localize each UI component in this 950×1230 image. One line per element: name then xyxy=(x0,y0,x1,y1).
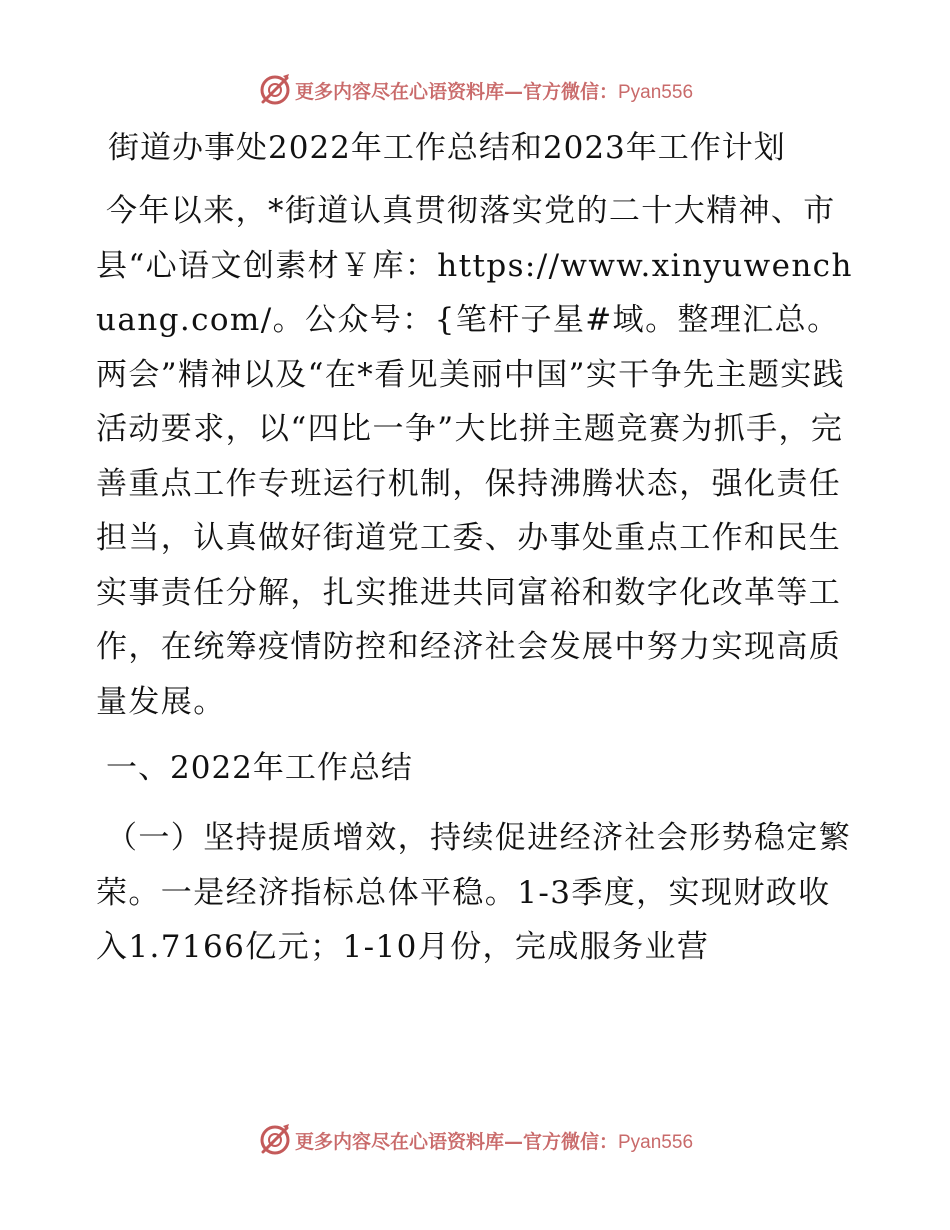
document-title: 街道办事处2022年工作总结和2023年工作计划 xyxy=(108,130,786,166)
section-paragraph: （一）坚持提质增效，持续促进经济社会形势稳定繁荣。一是经济指标总体平稳。1-3季度，实现财政收入1.7166亿元；1-10月份，完成服务业营 xyxy=(96,820,852,965)
logo-icon xyxy=(257,1122,293,1158)
watermark-account: Pyan556 xyxy=(618,81,694,103)
intro-paragraph: 今年以来，*街道认真贯彻落实党的二十大精神、市县“心语文创素材￥库：https://www.xinyuwenchuang.com/。公众号：{笔杆子星#域。整理汇总。两会”精神以及“在*看见美丽中国”实干争先主题实践活动要求，以“四比一争”大比拼主题竞赛为抓手，完善重点工作专班运行机制，保持沸腾状态，强化责任担当，认真做好街道党工委、办事处重点工作和民生实事责任分解，扎实推进共同富裕和数字化改革等工作，在统筹疫情防控和经济社会发展中努力实现高质量发展。 xyxy=(96,193,853,720)
logo-icon xyxy=(257,72,293,108)
watermark-text: 更多内容尽在心语资料库—官方微信：Pyan556 xyxy=(294,80,694,103)
section-heading: 一、2022年工作总结 xyxy=(106,750,413,786)
watermark-account: Pyan556 xyxy=(618,1131,694,1153)
watermark-footer xyxy=(0,1120,950,1160)
document-body xyxy=(96,124,856,987)
watermark-text: 更多内容尽在心语资料库—官方微信：Pyan556 xyxy=(294,1130,694,1153)
watermark-header xyxy=(0,70,950,110)
